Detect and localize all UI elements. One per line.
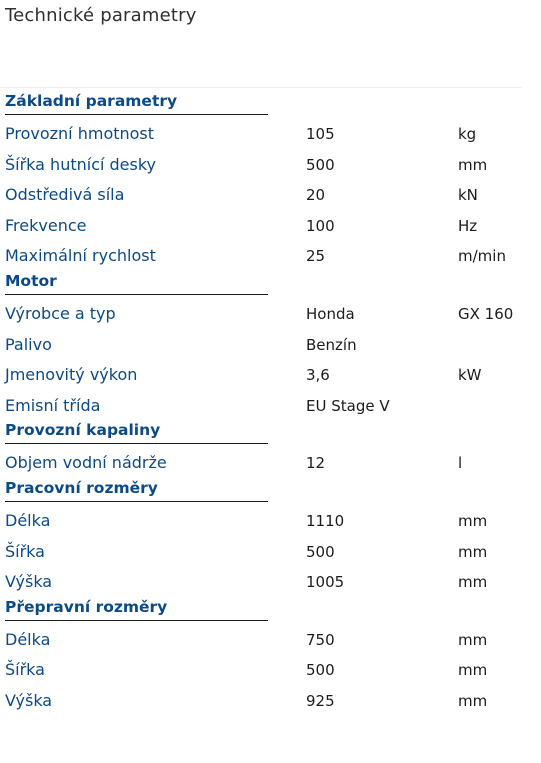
spec-row <box>0 146 541 177</box>
spec-value: 1005 <box>306 573 345 592</box>
spec-label: Provozní hmotnost <box>5 124 155 143</box>
spec-value: 105 <box>306 125 335 143</box>
spec-value: 925 <box>306 691 335 710</box>
section-header <box>0 268 270 295</box>
spec-row <box>0 682 541 713</box>
spec-label: Objem vodní nádrže <box>5 453 167 473</box>
spec-label: Palivo <box>5 334 52 354</box>
spec-row <box>0 115 541 146</box>
spec-unit: kg <box>458 125 477 143</box>
spec-unit: mm <box>458 155 488 174</box>
spec-unit: m/min <box>458 247 506 266</box>
section-title: Přepravní rozměry <box>5 597 168 616</box>
spec-value: 12 <box>306 454 326 473</box>
spec-value: 25 <box>306 247 326 266</box>
spec-unit: mm <box>458 511 488 530</box>
spec-label: Výrobce a typ <box>5 303 116 323</box>
spec-row <box>0 237 541 268</box>
spec-row <box>0 387 541 418</box>
spec-row <box>0 326 541 357</box>
spec-row <box>0 207 541 238</box>
spec-unit: mm <box>458 573 488 592</box>
spec-value: 3,6 <box>306 366 330 385</box>
spec-unit: GX 160 <box>458 304 514 323</box>
spec-unit: mm <box>458 661 488 680</box>
spec-unit: l <box>458 454 463 473</box>
spec-row <box>0 651 541 682</box>
spec-label: Délka <box>5 510 51 530</box>
spec-value: Honda <box>306 304 355 323</box>
spec-value: 20 <box>306 186 326 205</box>
spec-label: Emisní třída <box>5 395 101 415</box>
spec-table <box>0 88 541 713</box>
spec-label: Výška <box>5 690 53 710</box>
spec-unit: mm <box>458 630 488 649</box>
spec-value: 100 <box>306 216 335 235</box>
spec-row <box>0 563 541 594</box>
spec-value: 500 <box>306 155 335 174</box>
spec-unit: kN <box>458 186 478 205</box>
page-title: Technické parametry <box>5 5 197 26</box>
spec-value: 1110 <box>306 511 345 530</box>
spec-label: Šířka hutnící desky <box>5 154 157 174</box>
spec-label: Šířka <box>5 660 45 680</box>
spec-label: Maximální rychlost <box>5 246 156 266</box>
section-title: Základní parametry <box>5 92 178 110</box>
spec-row <box>0 356 541 387</box>
spec-unit: mm <box>458 542 488 561</box>
spec-label: Délka <box>5 629 51 649</box>
spec-unit: kW <box>458 366 482 385</box>
spec-value: 500 <box>306 542 335 561</box>
spec-row <box>0 621 541 652</box>
spec-label: Frekvence <box>5 215 87 235</box>
spec-value: Benzín <box>306 335 357 354</box>
spec-unit: Hz <box>458 216 478 235</box>
spec-row <box>0 533 541 564</box>
spec-label: Výška <box>5 572 53 592</box>
section-header <box>0 88 270 115</box>
section-header <box>0 594 270 621</box>
spec-row <box>0 502 541 533</box>
spec-label: Jmenovitý výkon <box>5 365 138 385</box>
spec-value: 500 <box>306 661 335 680</box>
spec-value: EU Stage V <box>306 396 390 415</box>
spec-row <box>0 295 541 326</box>
section-header <box>0 417 270 444</box>
section-title: Provozní kapaliny <box>5 421 161 440</box>
spec-label: Šířka <box>5 541 45 561</box>
spec-row <box>0 444 541 475</box>
spec-row <box>0 176 541 207</box>
spec-value: 750 <box>306 630 335 649</box>
spec-label: Odstředivá síla <box>5 185 125 205</box>
section-title: Motor <box>5 271 57 290</box>
section-header <box>0 475 270 502</box>
section-title: Pracovní rozměry <box>5 478 158 497</box>
spec-unit: mm <box>458 691 488 710</box>
